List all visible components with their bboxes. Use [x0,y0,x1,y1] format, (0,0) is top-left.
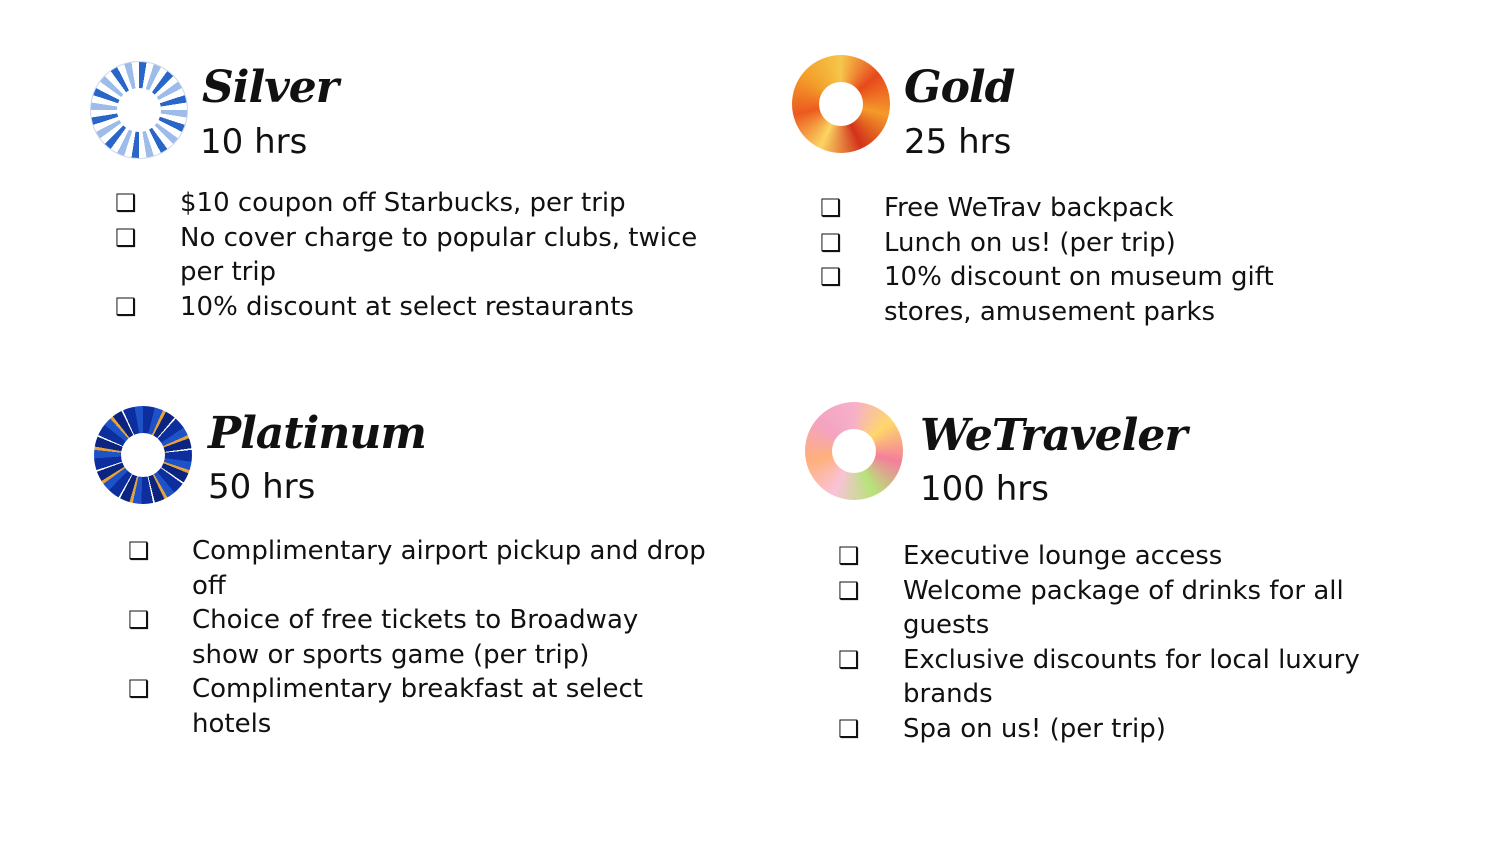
tier-hours: 100 hrs [920,469,1049,509]
checkbox-bullet-icon: ❑ [115,292,137,321]
blue-floral-tile-ring-icon [94,406,192,504]
benefit-list [820,191,1440,329]
benefit-text: Exclusive discounts for local luxury brands [903,644,1360,709]
benefit-item [115,290,715,325]
benefit-item [128,534,728,603]
benefit-item [115,186,715,221]
snowflake-mosaic-ring-icon [90,61,188,159]
benefit-item [838,712,1458,747]
checkbox-bullet-icon: ❑ [838,645,860,674]
checkbox-bullet-icon: ❑ [838,542,860,570]
tier-name: WeTraveler [920,410,1187,461]
tier-hours: 25 hrs [904,122,1012,162]
tier-name: Gold [904,62,1015,113]
checkbox-bullet-icon: ❑ [820,263,842,291]
benefit-text: 10% discount at select restaurants [180,291,634,322]
benefit-text: Complimentary airport pickup and drop off [192,536,706,601]
benefit-item [115,221,715,290]
tier-name: Platinum [208,408,426,459]
benefit-text: Complimentary breakfast at select hotels [192,674,643,739]
benefit-item [838,539,1458,574]
flame-ring-icon [792,55,890,153]
benefit-text: $10 coupon off Starbucks, per trip [180,188,626,218]
benefit-item [838,574,1458,643]
pastel-watercolor-ring-icon [805,402,903,500]
benefit-text: Lunch on us! (per trip) [884,227,1176,258]
checkbox-bullet-icon: ❑ [128,675,150,703]
tier-hours: 10 hrs [200,122,308,162]
checkbox-bullet-icon: ❑ [128,606,150,634]
checkbox-bullet-icon: ❑ [128,537,150,565]
benefit-text: 10% discount on museum gift stores, amusement parks [884,262,1274,327]
benefit-text: No cover charge to popular clubs, twice per trip [180,222,698,287]
benefit-list [128,534,728,741]
benefit-item [128,672,728,741]
benefit-text: Free WeTrav backpack [884,193,1174,223]
checkbox-bullet-icon: ❑ [115,223,137,252]
benefit-item [128,603,728,672]
tier-name: Silver [202,62,338,113]
checkbox-bullet-icon: ❑ [115,189,137,217]
benefit-list [115,186,715,324]
benefit-item [838,643,1458,712]
benefit-text: Choice of free tickets to Broadway show or sports game (per trip) [192,605,639,670]
benefit-text: Spa on us! (per trip) [903,713,1166,744]
benefit-item [820,191,1440,226]
benefit-text: Welcome package of drinks for all guests [903,575,1344,640]
checkbox-bullet-icon: ❑ [820,194,842,222]
checkbox-bullet-icon: ❑ [838,714,860,743]
tier-hours: 50 hrs [208,467,316,507]
checkbox-bullet-icon: ❑ [820,228,842,257]
benefit-item [820,226,1440,261]
benefit-item [820,260,1440,329]
benefit-list [838,539,1458,746]
benefit-text: Executive lounge access [903,541,1223,571]
checkbox-bullet-icon: ❑ [838,576,860,605]
